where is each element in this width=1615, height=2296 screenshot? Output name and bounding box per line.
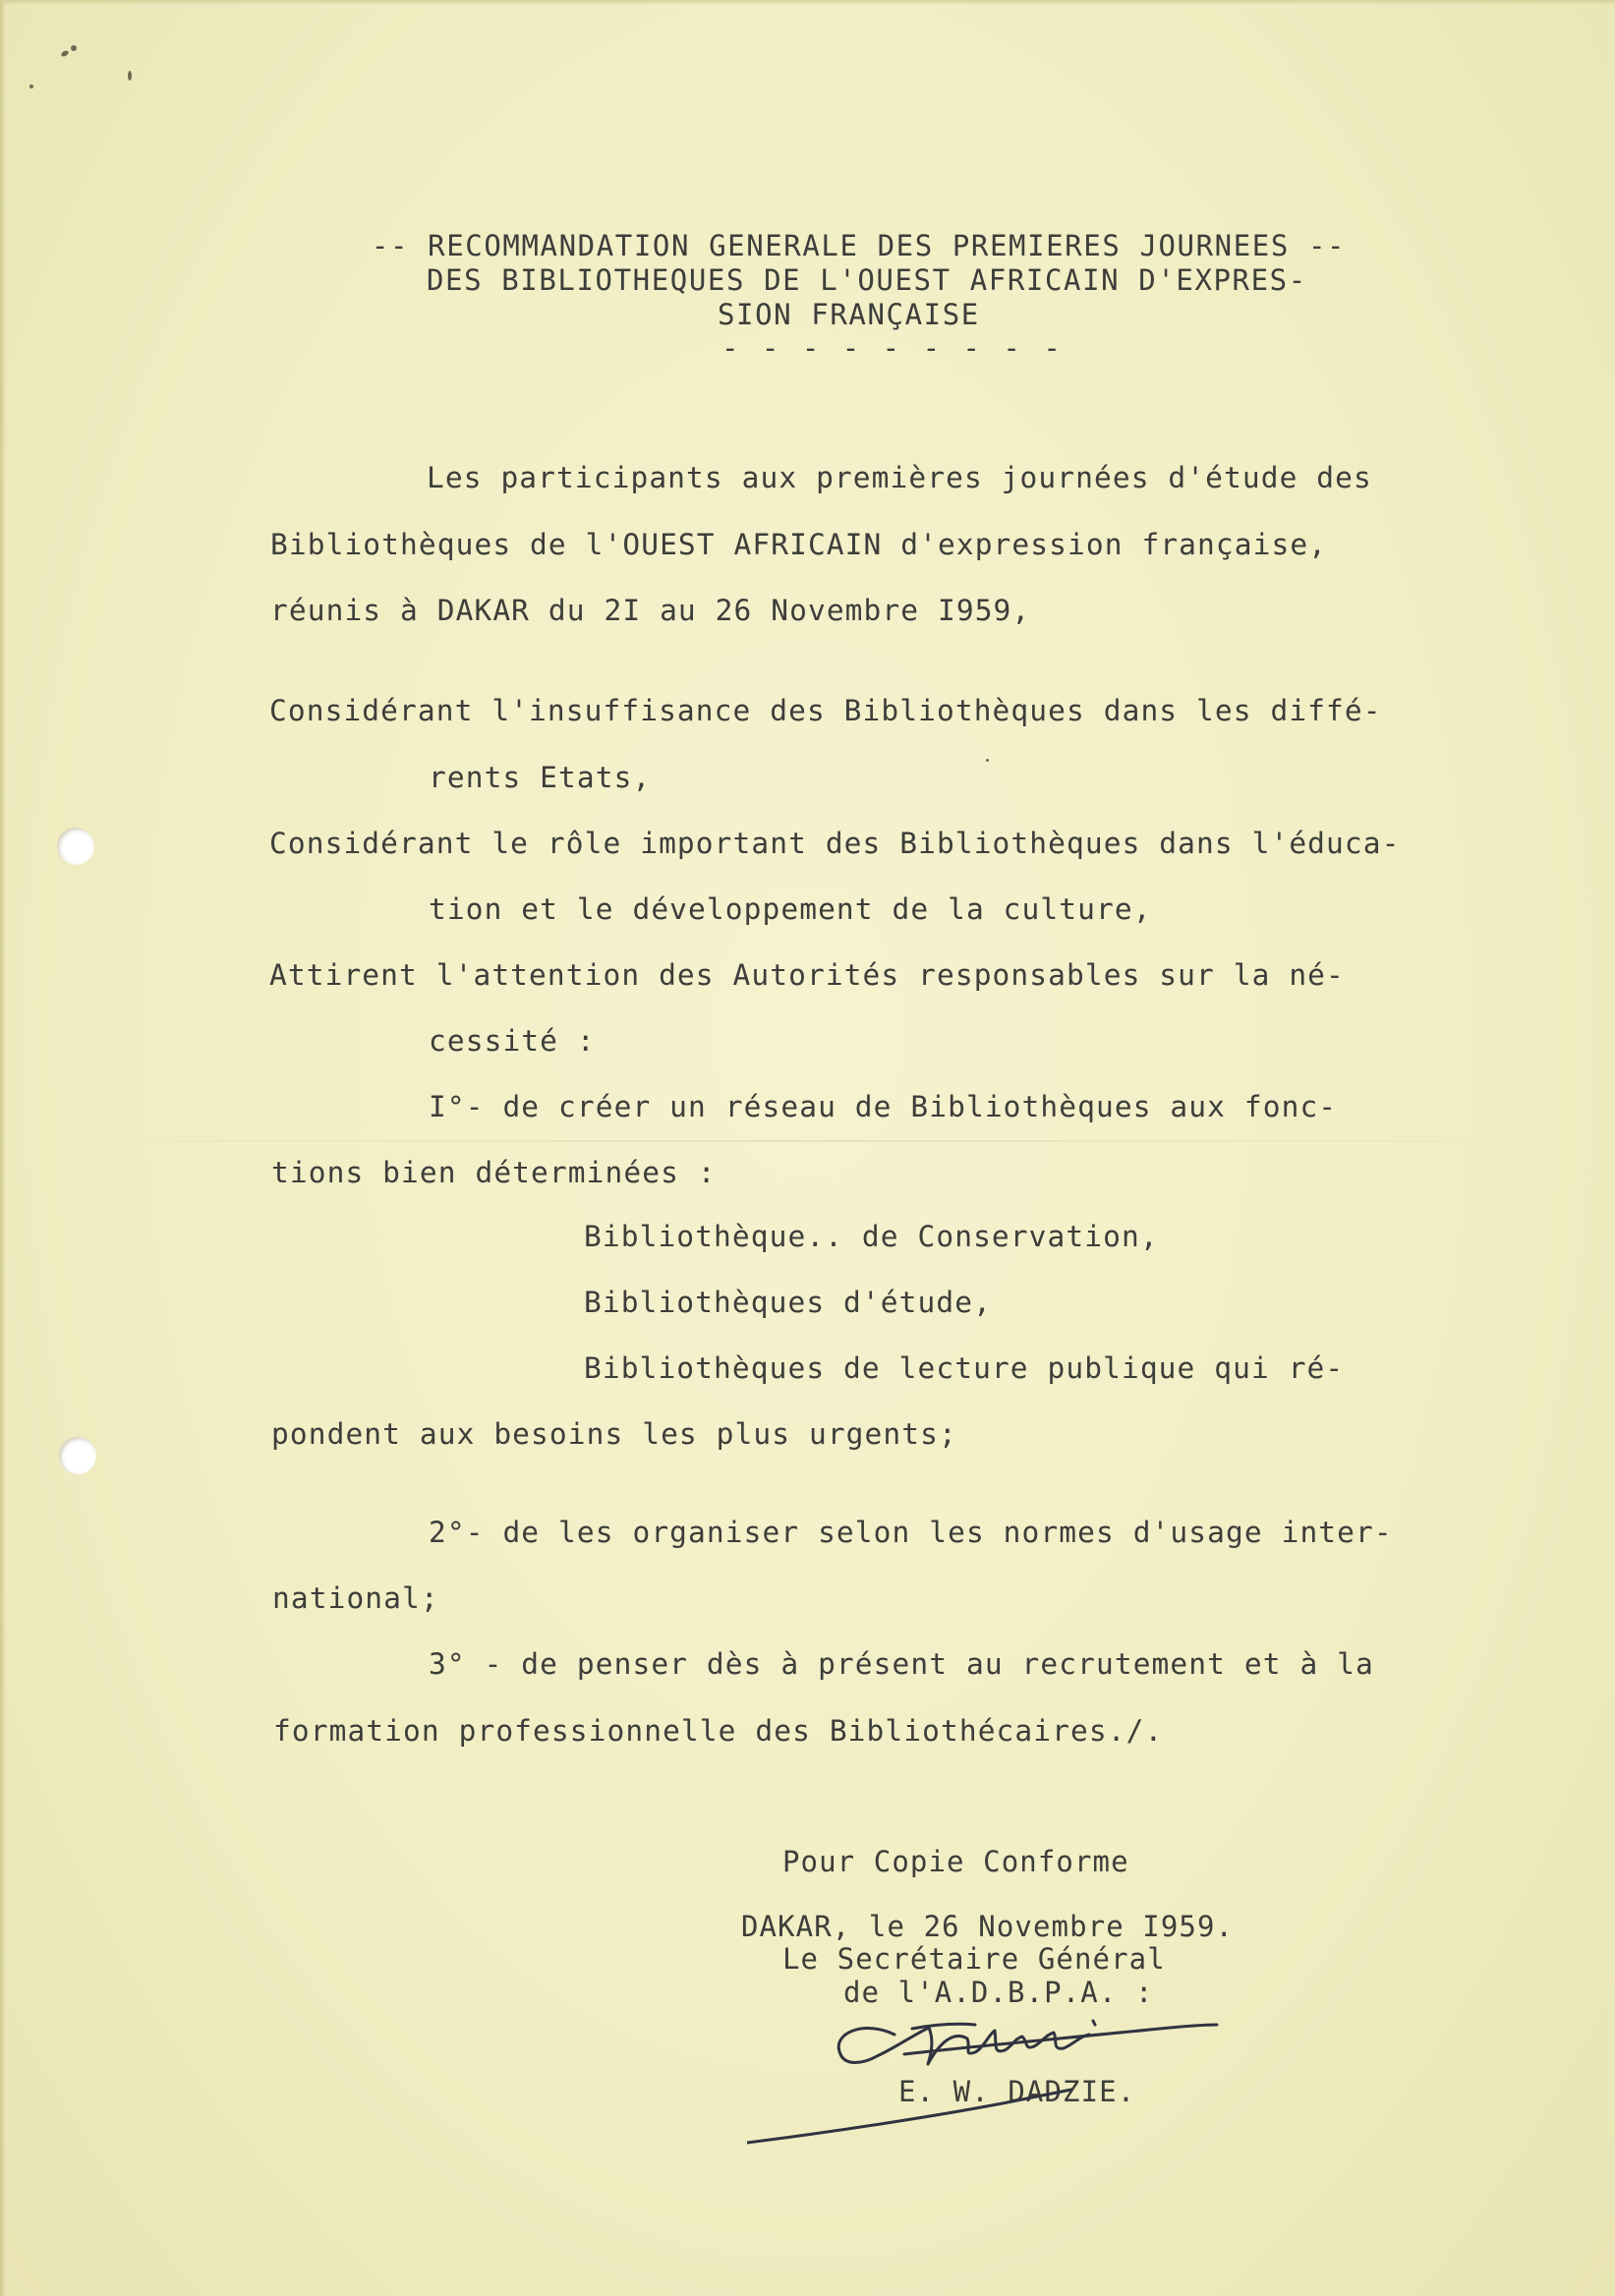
paper-left-edge [0, 0, 6, 2296]
signature-stroke [912, 2024, 975, 2029]
body-line: I°- de créer un réseau de Bibliothèques aux fonc- [429, 1090, 1338, 1123]
role-line-2: de l'A.D.B.P.A. : [843, 1976, 1154, 2009]
body-line: Bibliothèques de lecture publique qui ré- [584, 1351, 1345, 1385]
punch-hole-bottom [59, 1437, 96, 1474]
title-line-1: -- RECOMMANDATION GENERALE DES PREMIERES JOURNEES -- [372, 229, 1347, 262]
paper-fold [0, 1140, 1615, 1142]
signature-stroke [1093, 2021, 1095, 2025]
body-line: Considérant l'insuffisance des Bibliothèques dans les diffé- [269, 694, 1382, 727]
ink-speck [128, 71, 132, 81]
body-line: Considérant le rôle important des Bibliothèques dans l'éduca- [269, 827, 1401, 860]
paper-top-edge [0, 0, 1615, 5]
body-line: 2°- de les organiser selon les normes d'usage inter- [429, 1516, 1393, 1549]
body-line: Les participants aux premières journées d'étude des [427, 461, 1372, 494]
body-line: Bibliothèques d'étude, [584, 1286, 992, 1319]
body-line: Bibliothèques de l'OUEST AFRICAIN d'expression française, [270, 528, 1328, 561]
title-rule: - - - - - - - - - [721, 331, 1064, 365]
body-line: Bibliothèque.. de Conservation, [584, 1220, 1159, 1253]
body-line: tions bien déterminées : [271, 1156, 717, 1189]
ink-speck [60, 49, 69, 57]
body-line: pondent aux besoins les plus urgents; [271, 1417, 957, 1451]
signature-stroke [747, 2090, 1071, 2143]
body-line: rents Etats, [429, 761, 652, 794]
body-line: réunis à DAKAR du 2I au 26 Novembre I959, [270, 594, 1031, 627]
punch-hole-top [57, 828, 94, 865]
body-line: 3° - de penser dès à présent au recrutement et à la [429, 1647, 1374, 1681]
place-date: DAKAR, le 26 Novembre I959. [741, 1910, 1235, 1943]
copy-line: Pour Copie Conforme [782, 1845, 1129, 1878]
role-line-1: Le Secrétaire Général [782, 1942, 1166, 1976]
signature-stroke [838, 2028, 1089, 2064]
body-line: Attirent l'attention des Autorités responsables sur la né- [269, 958, 1345, 992]
body-line: cessité : [429, 1024, 596, 1058]
title-line-2: DES BIBLIOTHEQUES DE L'OUEST AFRICAIN D'EXPRES- [427, 263, 1307, 297]
ink-speck [29, 85, 33, 88]
body-line: national; [272, 1581, 439, 1615]
signatory-name: E. W. DADZIE. [898, 2075, 1136, 2108]
title-line-3: SION FRANÇAISE [718, 298, 980, 331]
body-line: formation professionnelle des Bibliothécaires./. [273, 1714, 1164, 1748]
ink-speck [986, 759, 989, 762]
ink-speck [71, 45, 77, 51]
handwritten-signature [747, 1995, 1298, 2152]
body-line: tion et le développement de la culture, [429, 892, 1152, 926]
